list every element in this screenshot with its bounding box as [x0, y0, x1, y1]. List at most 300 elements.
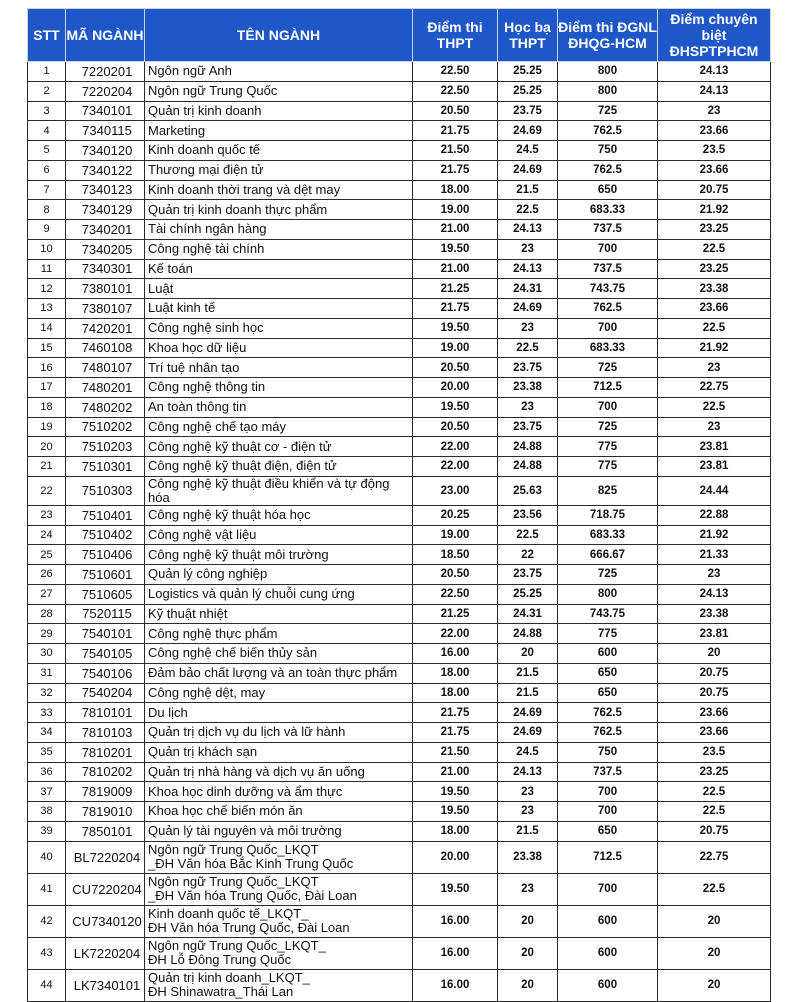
- row-thpt-score: 19.50: [413, 782, 498, 802]
- table-row: [28, 437, 771, 457]
- row-stt: 30: [28, 644, 66, 664]
- row-major-code: 7340205: [66, 239, 145, 259]
- row-major-name: Quản trị khách sạn: [145, 742, 413, 762]
- row-transcript-score: 23.38: [498, 841, 558, 873]
- row-major-name: Kỹ thuật nhiệt: [145, 604, 413, 624]
- row-major-code: 7480201: [66, 378, 145, 398]
- row-major-name: Công nghệ chế tạo máy: [145, 417, 413, 437]
- table-row: [28, 683, 771, 703]
- row-stt: 35: [28, 742, 66, 762]
- row-specialized-score: 23.25: [658, 220, 771, 240]
- header-stt: STT: [28, 9, 66, 62]
- row-major-name: Quản trị kinh doanh_LKQT_ ĐH Shinawatra_Thái Lan: [145, 969, 413, 1001]
- row-major-name: Công nghệ thực phẩm: [145, 624, 413, 644]
- row-specialized-score: 20.75: [658, 821, 771, 841]
- row-stt: 32: [28, 683, 66, 703]
- row-dgnl-score: 700: [558, 318, 658, 338]
- row-transcript-score: 23: [498, 782, 558, 802]
- row-major-name: Đảm bảo chất lượng và an toàn thực phẩm: [145, 663, 413, 683]
- header-major-code: MÃ NGÀNH: [66, 9, 145, 62]
- row-transcript-score: 24.69: [498, 160, 558, 180]
- row-specialized-score: 23.5: [658, 141, 771, 161]
- row-dgnl-score: 600: [558, 937, 658, 969]
- row-thpt-score: 21.00: [413, 762, 498, 782]
- row-transcript-score: 23: [498, 239, 558, 259]
- row-thpt-score: 20.50: [413, 417, 498, 437]
- table-header-row: [28, 9, 771, 62]
- row-specialized-score: 21.92: [658, 200, 771, 220]
- row-dgnl-score: 800: [558, 62, 658, 82]
- table-row: [28, 160, 771, 180]
- table-row: [28, 703, 771, 723]
- row-thpt-score: 19.50: [413, 802, 498, 822]
- row-dgnl-score: 700: [558, 782, 658, 802]
- table-row: [28, 259, 771, 279]
- row-major-code: 7810103: [66, 723, 145, 743]
- row-dgnl-score: 737.5: [558, 762, 658, 782]
- row-thpt-score: 21.00: [413, 220, 498, 240]
- row-major-code: 7810201: [66, 742, 145, 762]
- table-row: [28, 762, 771, 782]
- row-specialized-score: 23.38: [658, 604, 771, 624]
- row-thpt-score: 19.00: [413, 200, 498, 220]
- row-major-code: 7380107: [66, 299, 145, 319]
- table-row: [28, 937, 771, 969]
- row-major-code: BL7220204: [66, 841, 145, 873]
- row-transcript-score: 23.38: [498, 378, 558, 398]
- row-dgnl-score: 600: [558, 905, 658, 937]
- row-transcript-score: 20: [498, 937, 558, 969]
- row-specialized-score: 20: [658, 937, 771, 969]
- row-stt: 29: [28, 624, 66, 644]
- row-stt: 3: [28, 101, 66, 121]
- row-stt: 2: [28, 81, 66, 101]
- row-thpt-score: 18.00: [413, 180, 498, 200]
- row-transcript-score: 20: [498, 644, 558, 664]
- row-major-name: Luật: [145, 279, 413, 299]
- table-row: [28, 101, 771, 121]
- row-major-name: Công nghệ kỹ thuật môi trường: [145, 545, 413, 565]
- row-major-name: Công nghệ kỹ thuật hóa học: [145, 505, 413, 525]
- row-thpt-score: 19.00: [413, 525, 498, 545]
- table-row: [28, 121, 771, 141]
- row-major-code: 7510401: [66, 505, 145, 525]
- table-row: [28, 545, 771, 565]
- row-dgnl-score: 725: [558, 417, 658, 437]
- row-major-name: Logistics và quản lý chuỗi cung ứng: [145, 584, 413, 604]
- row-transcript-score: 23: [498, 397, 558, 417]
- row-major-name: Khoa học dữ liệu: [145, 338, 413, 358]
- row-thpt-score: 19.50: [413, 397, 498, 417]
- row-transcript-score: 21.5: [498, 821, 558, 841]
- row-transcript-score: 25.25: [498, 584, 558, 604]
- row-transcript-score: 24.69: [498, 299, 558, 319]
- row-thpt-score: 16.00: [413, 905, 498, 937]
- row-stt: 15: [28, 338, 66, 358]
- row-thpt-score: 20.50: [413, 565, 498, 585]
- row-transcript-score: 24.69: [498, 703, 558, 723]
- row-specialized-score: 23.66: [658, 299, 771, 319]
- row-major-code: 7220201: [66, 62, 145, 82]
- row-major-name: Marketing: [145, 121, 413, 141]
- table-row: [28, 200, 771, 220]
- row-specialized-score: 20.75: [658, 663, 771, 683]
- row-specialized-score: 23: [658, 101, 771, 121]
- row-transcript-score: 23.75: [498, 358, 558, 378]
- row-specialized-score: 24.13: [658, 584, 771, 604]
- row-major-code: 7220204: [66, 81, 145, 101]
- row-major-code: 7510406: [66, 545, 145, 565]
- table-row: [28, 299, 771, 319]
- table-row: [28, 604, 771, 624]
- row-thpt-score: 19.00: [413, 338, 498, 358]
- row-specialized-score: 23: [658, 358, 771, 378]
- row-transcript-score: 24.88: [498, 624, 558, 644]
- row-dgnl-score: 600: [558, 644, 658, 664]
- row-dgnl-score: 683.33: [558, 200, 658, 220]
- row-thpt-score: 16.00: [413, 644, 498, 664]
- table-row: [28, 180, 771, 200]
- row-dgnl-score: 750: [558, 742, 658, 762]
- row-major-code: 7810202: [66, 762, 145, 782]
- row-specialized-score: 24.13: [658, 81, 771, 101]
- row-transcript-score: 24.88: [498, 457, 558, 477]
- row-major-name: Ngôn ngữ Trung Quốc_LKQT_ ĐH Lỗ Đông Trung Quốc: [145, 937, 413, 969]
- table-row: [28, 397, 771, 417]
- row-specialized-score: 23.38: [658, 279, 771, 299]
- row-transcript-score: 24.5: [498, 742, 558, 762]
- row-major-code: 7340115: [66, 121, 145, 141]
- row-dgnl-score: 775: [558, 457, 658, 477]
- row-major-name: Ngôn ngữ Trung Quốc: [145, 81, 413, 101]
- row-stt: 14: [28, 318, 66, 338]
- row-major-name: Luật kinh tế: [145, 299, 413, 319]
- row-transcript-score: 22.5: [498, 338, 558, 358]
- row-specialized-score: 23.66: [658, 121, 771, 141]
- row-transcript-score: 23.75: [498, 417, 558, 437]
- row-specialized-score: 23.5: [658, 742, 771, 762]
- row-major-name: Công nghệ kỹ thuật điều khiển và tự động hóa: [145, 476, 413, 505]
- table-row: [28, 742, 771, 762]
- row-major-name: Công nghệ thông tin: [145, 378, 413, 398]
- row-major-name: Khoa học chế biến món ăn: [145, 802, 413, 822]
- table-row: [28, 723, 771, 743]
- row-specialized-score: 21.33: [658, 545, 771, 565]
- table-row: [28, 457, 771, 477]
- row-stt: 36: [28, 762, 66, 782]
- row-thpt-score: 21.75: [413, 703, 498, 723]
- row-major-name: An toàn thông tin: [145, 397, 413, 417]
- table-row: [28, 873, 771, 905]
- row-stt: 13: [28, 299, 66, 319]
- row-dgnl-score: 650: [558, 180, 658, 200]
- row-major-name: Kinh doanh thời trang và dệt may: [145, 180, 413, 200]
- row-transcript-score: 25.63: [498, 476, 558, 505]
- header-thpt-score: Điểm thi THPT: [413, 9, 498, 62]
- row-major-name: Quản trị kinh doanh: [145, 101, 413, 121]
- row-major-code: 7850101: [66, 821, 145, 841]
- row-stt: 26: [28, 565, 66, 585]
- row-specialized-score: 22.75: [658, 378, 771, 398]
- row-thpt-score: 22.00: [413, 457, 498, 477]
- row-major-name: Quản trị dịch vụ du lịch và lữ hành: [145, 723, 413, 743]
- row-major-code: 7480107: [66, 358, 145, 378]
- row-stt: 25: [28, 545, 66, 565]
- row-major-code: CU7220204: [66, 873, 145, 905]
- row-major-code: 7540106: [66, 663, 145, 683]
- row-dgnl-score: 762.5: [558, 723, 658, 743]
- row-dgnl-score: 743.75: [558, 604, 658, 624]
- row-major-name: Công nghệ dệt, may: [145, 683, 413, 703]
- row-specialized-score: 23.66: [658, 703, 771, 723]
- table-row: [28, 565, 771, 585]
- table-row: [28, 279, 771, 299]
- row-specialized-score: 23.81: [658, 457, 771, 477]
- table-row: [28, 821, 771, 841]
- row-specialized-score: 20: [658, 969, 771, 1001]
- row-major-code: 7540105: [66, 644, 145, 664]
- row-transcript-score: 23: [498, 802, 558, 822]
- row-dgnl-score: 725: [558, 565, 658, 585]
- row-dgnl-score: 650: [558, 683, 658, 703]
- row-transcript-score: 22.5: [498, 525, 558, 545]
- row-major-code: 7510402: [66, 525, 145, 545]
- row-major-name: Tài chính ngân hàng: [145, 220, 413, 240]
- table-row: [28, 663, 771, 683]
- row-major-code: 7520115: [66, 604, 145, 624]
- row-dgnl-score: 743.75: [558, 279, 658, 299]
- row-thpt-score: 21.75: [413, 299, 498, 319]
- row-stt: 44: [28, 969, 66, 1001]
- row-thpt-score: 22.50: [413, 81, 498, 101]
- header-transcript-score: Học bạ THPT: [498, 9, 558, 62]
- row-stt: 43: [28, 937, 66, 969]
- row-specialized-score: 21.92: [658, 338, 771, 358]
- table-row: [28, 802, 771, 822]
- table-row: [28, 505, 771, 525]
- row-major-name: Kinh doanh quốc tế: [145, 141, 413, 161]
- row-thpt-score: 21.75: [413, 160, 498, 180]
- row-transcript-score: 22.5: [498, 200, 558, 220]
- row-specialized-score: 23.81: [658, 437, 771, 457]
- row-stt: 40: [28, 841, 66, 873]
- row-dgnl-score: 650: [558, 663, 658, 683]
- row-dgnl-score: 712.5: [558, 378, 658, 398]
- header-specialized-score: Điểm chuyên biệt ĐHSPTPHCM: [658, 9, 771, 62]
- row-stt: 10: [28, 239, 66, 259]
- row-transcript-score: 24.31: [498, 279, 558, 299]
- row-major-code: 7819010: [66, 802, 145, 822]
- row-major-name: Quản lý công nghiệp: [145, 565, 413, 585]
- row-thpt-score: 21.50: [413, 141, 498, 161]
- row-specialized-score: 24.13: [658, 62, 771, 82]
- row-dgnl-score: 737.5: [558, 220, 658, 240]
- row-dgnl-score: 775: [558, 437, 658, 457]
- row-thpt-score: 16.00: [413, 937, 498, 969]
- row-dgnl-score: 700: [558, 397, 658, 417]
- header-major-name: TÊN NGÀNH: [145, 9, 413, 62]
- row-stt: 42: [28, 905, 66, 937]
- row-transcript-score: 23: [498, 873, 558, 905]
- row-specialized-score: 24.44: [658, 476, 771, 505]
- row-specialized-score: 22.5: [658, 873, 771, 905]
- row-major-code: LK7340101: [66, 969, 145, 1001]
- row-major-code: LK7220204: [66, 937, 145, 969]
- table-row: [28, 318, 771, 338]
- row-major-code: 7340122: [66, 160, 145, 180]
- row-transcript-score: 24.69: [498, 723, 558, 743]
- row-dgnl-score: 800: [558, 584, 658, 604]
- row-dgnl-score: 762.5: [558, 703, 658, 723]
- row-major-code: 7340120: [66, 141, 145, 161]
- row-specialized-score: 23.81: [658, 624, 771, 644]
- row-major-name: Khoa học dinh dưỡng và ẩm thực: [145, 782, 413, 802]
- row-major-name: Trí tuệ nhân tạo: [145, 358, 413, 378]
- row-stt: 31: [28, 663, 66, 683]
- row-major-name: Quản trị nhà hàng và dịch vụ ăn uống: [145, 762, 413, 782]
- row-dgnl-score: 737.5: [558, 259, 658, 279]
- row-major-name: Du lịch: [145, 703, 413, 723]
- row-dgnl-score: 800: [558, 81, 658, 101]
- row-major-code: 7510605: [66, 584, 145, 604]
- row-major-name: Thương mại điện tử: [145, 160, 413, 180]
- row-major-code: 7340101: [66, 101, 145, 121]
- row-major-code: 7380101: [66, 279, 145, 299]
- row-dgnl-score: 762.5: [558, 121, 658, 141]
- table-row: [28, 378, 771, 398]
- row-stt: 39: [28, 821, 66, 841]
- header-dgnl-score: Điểm thi ĐGNL ĐHQG-HCM: [558, 9, 658, 62]
- row-stt: 6: [28, 160, 66, 180]
- row-dgnl-score: 700: [558, 802, 658, 822]
- row-major-code: 7810101: [66, 703, 145, 723]
- row-stt: 1: [28, 62, 66, 82]
- row-major-name: Công nghệ sinh học: [145, 318, 413, 338]
- row-stt: 34: [28, 723, 66, 743]
- row-thpt-score: 18.00: [413, 683, 498, 703]
- row-thpt-score: 20.00: [413, 841, 498, 873]
- row-transcript-score: 24.5: [498, 141, 558, 161]
- row-dgnl-score: 825: [558, 476, 658, 505]
- row-transcript-score: 24.13: [498, 220, 558, 240]
- row-specialized-score: 23.25: [658, 762, 771, 782]
- row-major-name: Công nghệ vật liệu: [145, 525, 413, 545]
- row-transcript-score: 24.88: [498, 437, 558, 457]
- table-row: [28, 81, 771, 101]
- row-major-name: Công nghệ tài chính: [145, 239, 413, 259]
- row-transcript-score: 21.5: [498, 663, 558, 683]
- row-major-code: 7510202: [66, 417, 145, 437]
- row-stt: 9: [28, 220, 66, 240]
- row-thpt-score: 19.50: [413, 318, 498, 338]
- row-thpt-score: 18.00: [413, 821, 498, 841]
- table-row: [28, 969, 771, 1001]
- row-specialized-score: 23: [658, 417, 771, 437]
- row-transcript-score: 23: [498, 318, 558, 338]
- row-thpt-score: 21.50: [413, 742, 498, 762]
- row-transcript-score: 24.13: [498, 259, 558, 279]
- row-thpt-score: 21.25: [413, 604, 498, 624]
- row-specialized-score: 20: [658, 644, 771, 664]
- row-stt: 28: [28, 604, 66, 624]
- row-stt: 38: [28, 802, 66, 822]
- row-major-code: 7340123: [66, 180, 145, 200]
- row-dgnl-score: 725: [558, 101, 658, 121]
- row-thpt-score: 23.00: [413, 476, 498, 505]
- table-row: [28, 525, 771, 545]
- row-major-name: Ngôn ngữ Anh: [145, 62, 413, 82]
- row-major-code: 7540204: [66, 683, 145, 703]
- row-dgnl-score: 775: [558, 624, 658, 644]
- row-stt: 7: [28, 180, 66, 200]
- row-major-code: 7510203: [66, 437, 145, 457]
- row-specialized-score: 21.92: [658, 525, 771, 545]
- table-row: [28, 841, 771, 873]
- row-transcript-score: 24.69: [498, 121, 558, 141]
- row-thpt-score: 21.00: [413, 259, 498, 279]
- row-major-code: 7510303: [66, 476, 145, 505]
- row-transcript-score: 23.75: [498, 101, 558, 121]
- row-transcript-score: 23.56: [498, 505, 558, 525]
- row-dgnl-score: 762.5: [558, 160, 658, 180]
- row-stt: 12: [28, 279, 66, 299]
- row-major-name: Công nghệ kỹ thuật cơ - điện tử: [145, 437, 413, 457]
- table-row: [28, 358, 771, 378]
- row-major-name: Công nghệ kỹ thuật điện, điện tử: [145, 457, 413, 477]
- table-row: [28, 239, 771, 259]
- row-transcript-score: 24.31: [498, 604, 558, 624]
- row-major-code: 7340201: [66, 220, 145, 240]
- table-row: [28, 782, 771, 802]
- row-major-code: 7340129: [66, 200, 145, 220]
- row-transcript-score: 21.5: [498, 683, 558, 703]
- row-major-code: 7510601: [66, 565, 145, 585]
- row-transcript-score: 21.5: [498, 180, 558, 200]
- row-dgnl-score: 700: [558, 239, 658, 259]
- row-stt: 33: [28, 703, 66, 723]
- row-specialized-score: 22.5: [658, 782, 771, 802]
- row-major-code: 7340301: [66, 259, 145, 279]
- row-major-code: 7819009: [66, 782, 145, 802]
- admission-scores-table: [27, 8, 771, 1002]
- table-row: [28, 624, 771, 644]
- row-specialized-score: 23.66: [658, 723, 771, 743]
- row-stt: 41: [28, 873, 66, 905]
- row-dgnl-score: 700: [558, 873, 658, 905]
- row-thpt-score: 20.25: [413, 505, 498, 525]
- row-stt: 8: [28, 200, 66, 220]
- row-dgnl-score: 712.5: [558, 841, 658, 873]
- row-major-code: 7460108: [66, 338, 145, 358]
- table-row: [28, 62, 771, 82]
- row-major-name: Ngôn ngữ Trung Quốc_LKQT _ĐH Văn hóa Trung Quốc, Đài Loan: [145, 873, 413, 905]
- table-body: [28, 62, 771, 1002]
- row-thpt-score: 22.50: [413, 584, 498, 604]
- row-transcript-score: 20: [498, 969, 558, 1001]
- row-thpt-score: 21.75: [413, 121, 498, 141]
- row-major-name: Kinh doanh quốc tế_LKQT_ ĐH Văn hóa Trung Quốc, Đài Loan: [145, 905, 413, 937]
- table-row: [28, 220, 771, 240]
- row-stt: 4: [28, 121, 66, 141]
- row-thpt-score: 22.00: [413, 437, 498, 457]
- row-dgnl-score: 725: [558, 358, 658, 378]
- row-stt: 11: [28, 259, 66, 279]
- table-row: [28, 584, 771, 604]
- row-stt: 21: [28, 457, 66, 477]
- table-row: [28, 476, 771, 505]
- row-major-name: Kế toán: [145, 259, 413, 279]
- row-stt: 23: [28, 505, 66, 525]
